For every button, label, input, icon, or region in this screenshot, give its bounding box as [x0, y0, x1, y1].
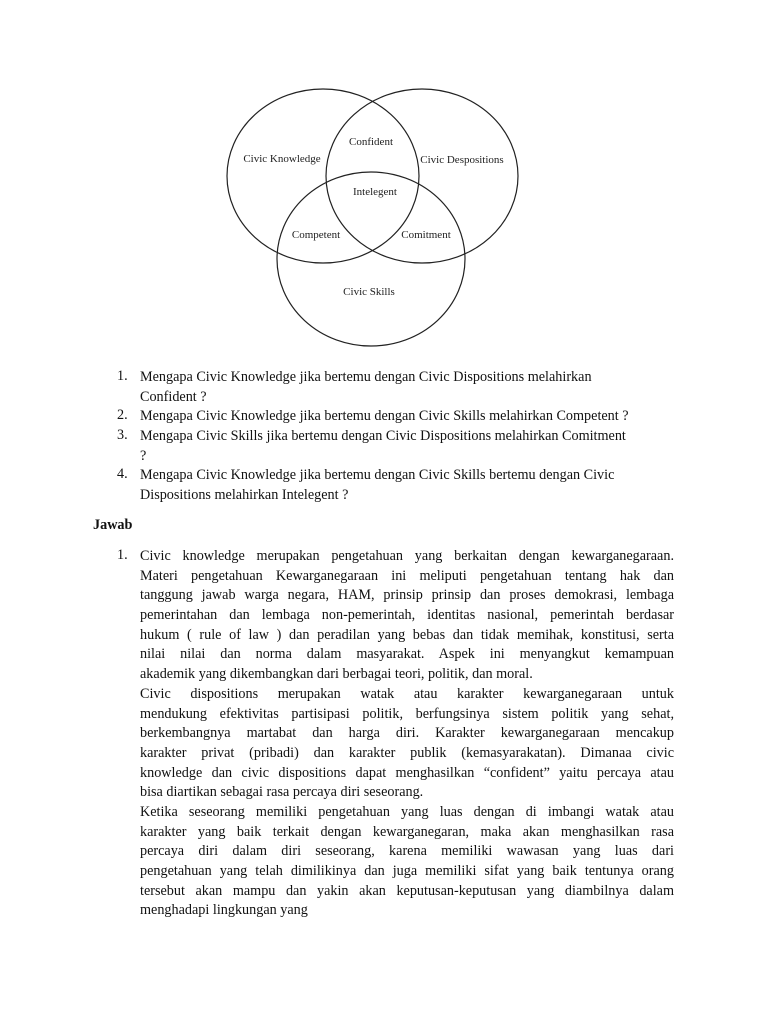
label-confident: Confident	[349, 136, 393, 148]
question-list	[117, 368, 677, 506]
answer-line: Civic knowledge merupakan pengetahuan yang berkaitan dengan kewarganegaraan.	[140, 548, 674, 564]
label-civic-skills: Civic Skills	[343, 286, 395, 298]
answer-list	[117, 547, 674, 921]
answer-line: nilai nilai dan norma dalam masyarakat. Aspek ini menyangkut kemampuan	[140, 646, 674, 663]
answer-line: bisa diartikan sebagai rasa percaya diri seseorang.	[140, 784, 424, 801]
question-item	[117, 466, 677, 505]
label-civic-dispositions: Civic Despositions	[420, 154, 504, 166]
label-civic-knowledge: Civic Knowledge	[243, 153, 321, 165]
answer-line: mendukung efektivitas partisipasi politik, berfungsinya sistem politik yang sehat,	[140, 705, 674, 722]
question-line: Mengapa Civic Knowledge jika bertemu dengan Civic Skills melahirkan Competent ?	[140, 408, 629, 425]
answer-line: karakter privat (pribadi) dan karakter publik (kemasyarakatan). Dimanaa civic	[140, 744, 674, 761]
question-item	[117, 427, 677, 466]
question-number: 4.	[117, 466, 128, 483]
question-line: Mengapa Civic Skills jika bertemu dengan Civic Dispositions melahirkan Comitment	[140, 428, 626, 445]
answer-line: akademik yang dikembangkan dari berbagai teori, politik, dan moral.	[140, 666, 533, 683]
answer-number: 1.	[117, 547, 128, 563]
question-number: 1.	[117, 368, 128, 384]
label-competent: Competent	[291, 229, 341, 241]
answer-line: tanggung jawab warga negara, HAM, prinsip prinsip dan proses demokrasi, lembaga	[140, 587, 674, 604]
answer-line: pengetahuan yang telah dimilikinya dan juga memiliki sifat yang baik tentunya orang	[140, 863, 674, 879]
venn-diagram	[0, 0, 768, 380]
answer-item	[117, 547, 674, 921]
question-item	[117, 407, 677, 427]
answer-line: Materi pengetahuan Kewarganegaraan ini meliputi pengetahuan tentang hak dan	[140, 567, 674, 584]
answer-line: Civic dispositions merupakan watak atau karakter kewarganegaraan untuk	[140, 685, 674, 702]
answer-line: Ketika seseorang memiliki pengetahuan yang luas dengan di imbangi watak atau	[140, 803, 674, 820]
answer-heading: Jawab	[93, 517, 133, 533]
answer-line: karakter yang baik terkait dengan kewarganegaran, maka akan menghasilkan rasa	[140, 823, 674, 840]
answer-line: knowledge dan civic dispositions dapat menghasilkan “confident” yaitu percaya atau	[140, 764, 674, 781]
label-intelegent: Intelegent	[353, 186, 397, 198]
question-line: ?	[140, 447, 147, 464]
circle-civic-skills	[277, 172, 465, 346]
question-line: Confident ?	[140, 388, 207, 405]
answer-line: hukum ( rule of law ) dan peradilan yang bebas dan tidak memihak, konstitusi, serta	[140, 626, 674, 643]
answer-line: menghadapi lingkungan yang	[140, 902, 308, 919]
question-line: Mengapa Civic Knowledge jika bertemu dengan Civic Dispositions melahirkan	[140, 369, 592, 385]
question-line: Mengapa Civic Knowledge jika bertemu dengan Civic Skills bertemu dengan Civic	[140, 467, 615, 484]
question-number: 2.	[117, 407, 128, 424]
label-comitment: Comitment	[401, 229, 451, 241]
question-number: 3.	[117, 427, 128, 444]
question-item	[117, 368, 677, 407]
answer-line: tersebut akan mampu dan yakin akan keputusan-keputusan yang diambilnya dalam	[140, 882, 674, 899]
answer-line: percaya diri dalam diri seseorang, karena memiliki wawasan yang luas dari	[140, 843, 674, 860]
answer-line: pemerintahan dan lembaga non-pemerintah, identitas nasional, pemerintah berdasar	[140, 607, 674, 624]
question-line: Dispositions melahirkan Intelegent ?	[140, 487, 349, 504]
answer-line: berkembangnya martabat dan harga diri. Karakter kewarganegaraan mencakup	[140, 725, 674, 742]
